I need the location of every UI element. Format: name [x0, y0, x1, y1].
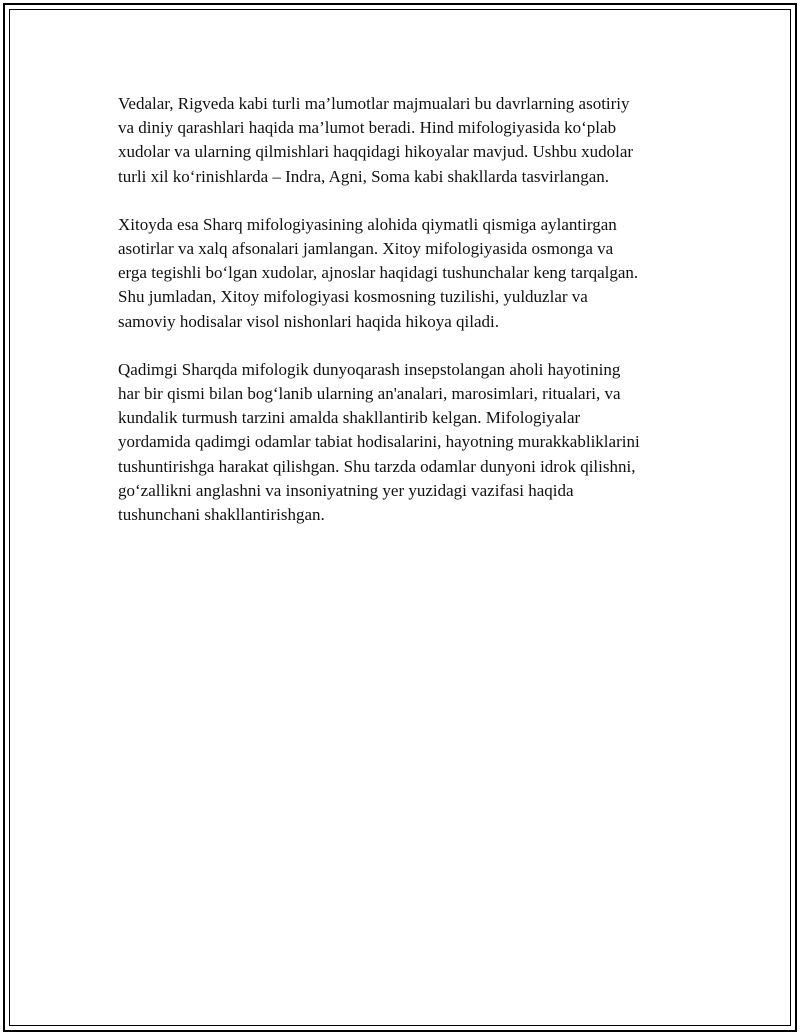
paragraph-line: erga tegishli bo‘lgan xudolar, ajnoslar haqidagi tushunchalar keng tarqalgan.	[118, 263, 639, 283]
document-body	[118, 92, 698, 551]
paragraph-line: tushunchani shakllantirishgan.	[118, 505, 325, 525]
paragraph-vedas	[118, 92, 698, 189]
paragraph-line: turli xil ko‘rinishlarda – Indra, Agni, Soma kabi shakllarda tasvirlangan.	[118, 166, 609, 186]
paragraph-line: go‘zallikni anglashni va insoniyatning yer yuzidagi vazifasi haqida	[118, 480, 574, 500]
paragraph-line: yordamida qadimgi odamlar tabiat hodisalarini, hayotning murakkabliklarini	[118, 432, 640, 452]
paragraph-line: tushuntirishga harakat qilishgan. Shu tarzda odamlar dunyoni idrok qilishni,	[118, 456, 636, 476]
paragraph-line: Shu jumladan, Xitoy mifologiyasi kosmosning tuzilishi, yulduzlar va	[118, 287, 588, 307]
paragraph-line: xudolar va ularning qilmishlari haqqidagi hikoyalar mavjud. Ushbu xudolar	[118, 142, 634, 162]
paragraph-line: har bir qismi bilan bog‘lanib ularning an'analari, marosimlari, ritualari, va	[118, 384, 621, 404]
paragraph-line: kundalik turmush tarzini amalda shakllantirib kelgan. Mifologiyalar	[118, 408, 581, 428]
paragraph-line: Vedalar, Rigveda kabi turli ma’lumotlar majmualari bu davrlarning asotiriy	[118, 94, 630, 113]
paragraph-line: Qadimgi Sharqda mifologik dunyoqarash insepstolangan aholi hayotining	[118, 359, 621, 379]
paragraph-ancient-east	[118, 358, 698, 527]
paragraph-line: asotirlar va xalq afsonalari jamlangan. Xitoy mifologiyasida osmonga va	[118, 239, 614, 259]
paragraph-china	[118, 213, 698, 334]
paragraph-line: Xitoyda esa Sharq mifologiyasining alohida qiymatli qismiga aylantirgan	[118, 214, 617, 234]
paragraph-line: va diniy qarashlari haqida ma’lumot beradi. Hind mifologiyasida ko‘plab	[118, 118, 617, 138]
paragraph-line: samoviy hodisalar visol nishonlari haqida hikoya qiladi.	[118, 311, 500, 331]
